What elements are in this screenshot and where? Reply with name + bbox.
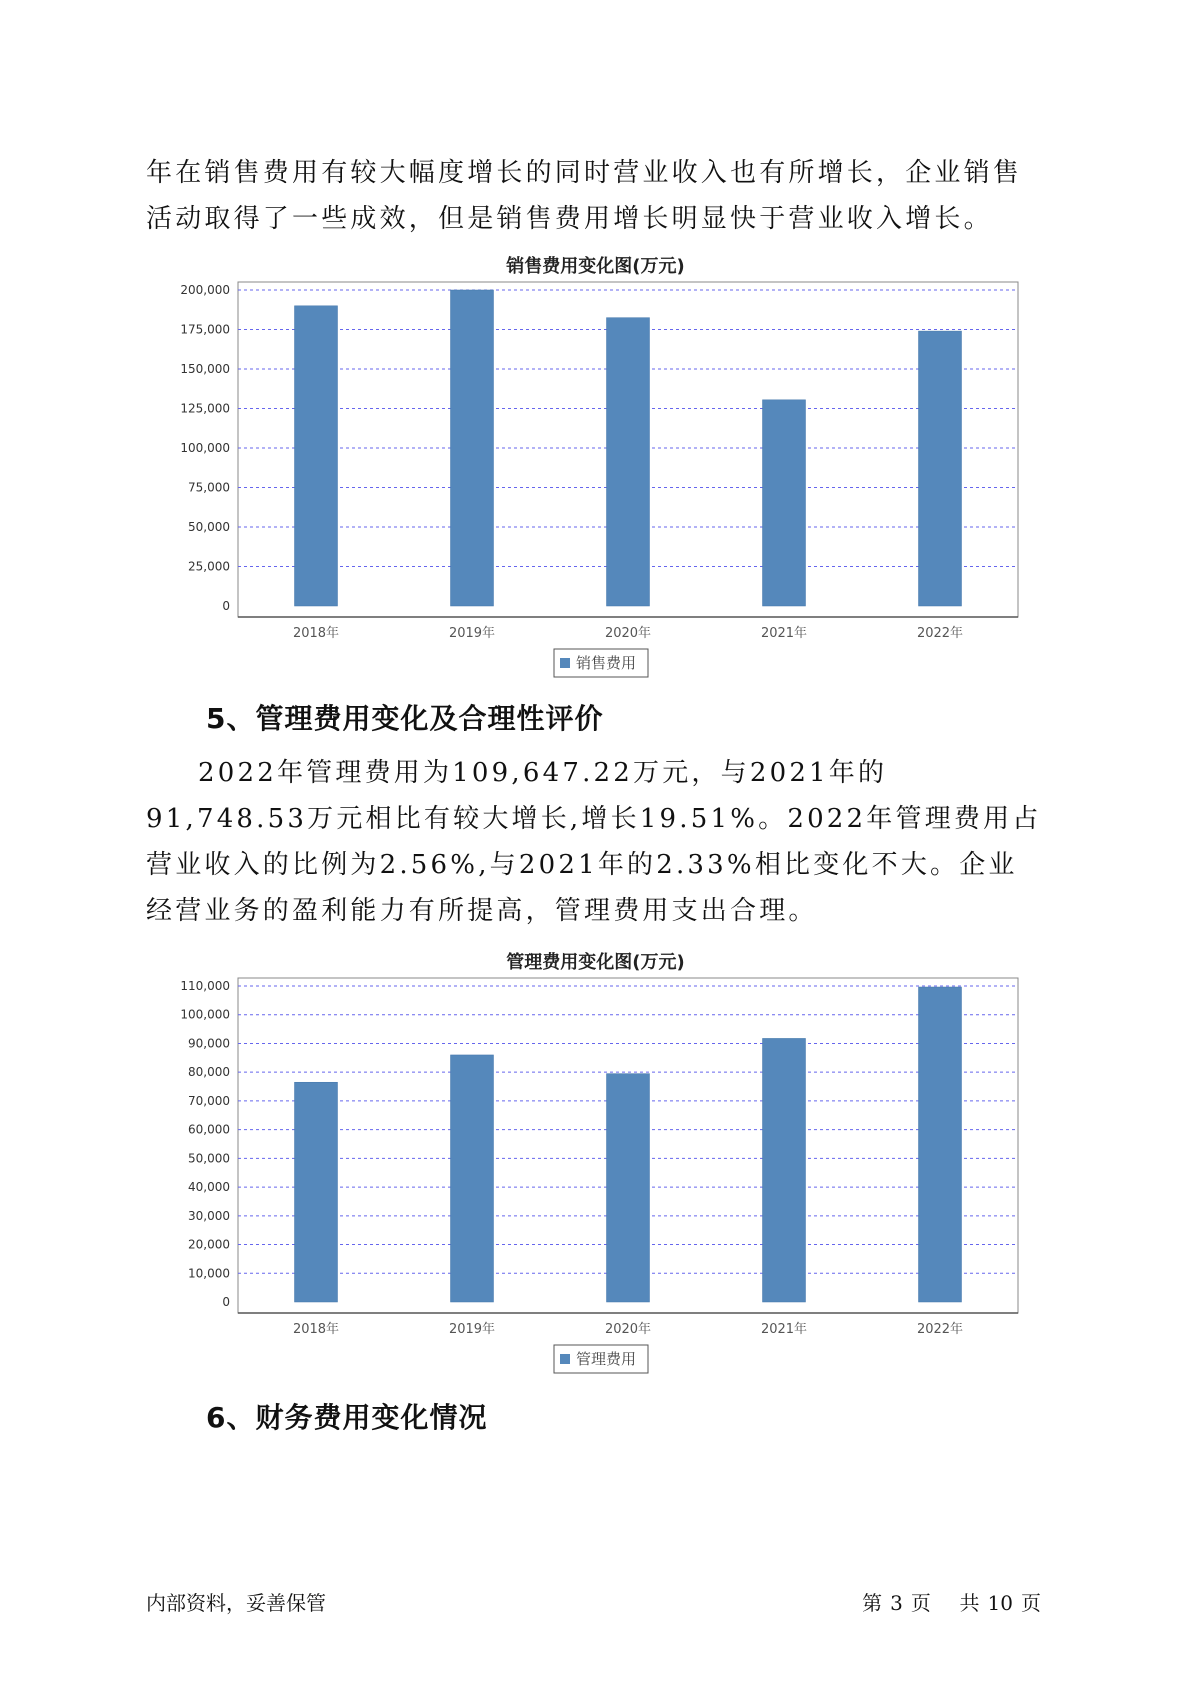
bar xyxy=(919,331,962,606)
sales-expense-chart xyxy=(0,280,1191,680)
section-6-heading: 6、财务费用变化情况 xyxy=(206,1401,488,1434)
bar xyxy=(295,306,338,606)
footer-confidential-note: 内部资料，妥善保管 xyxy=(146,1591,326,1615)
y-tick-label: 60,000 xyxy=(188,1122,230,1137)
y-tick-label: 150,000 xyxy=(180,362,230,376)
x-tick-label: 2019年 xyxy=(448,1322,496,1337)
y-tick-label: 20,000 xyxy=(188,1237,230,1252)
bar xyxy=(607,318,650,606)
legend-swatch xyxy=(560,1354,570,1364)
y-tick-label: 0 xyxy=(222,599,230,613)
x-tick-label: 2018年 xyxy=(292,626,340,641)
x-tick-label: 2021年 xyxy=(760,1322,808,1337)
y-tick-label: 40,000 xyxy=(188,1180,230,1195)
legend xyxy=(554,1345,648,1373)
x-tick-label: 2022年 xyxy=(916,626,964,641)
total-num: 10 xyxy=(987,1591,1013,1615)
chart-title-admin: 管理费用变化图(万元) xyxy=(506,952,685,973)
page-prefix: 第 xyxy=(862,1591,883,1615)
y-tick-label: 30,000 xyxy=(188,1208,230,1223)
page-word: 页 xyxy=(910,1591,931,1615)
bar xyxy=(607,1074,650,1302)
legend-label: 销售费用 xyxy=(576,654,637,672)
y-tick-label: 125,000 xyxy=(180,401,230,416)
footer-page-number xyxy=(858,1587,1045,1616)
section-5-heading: 5、管理费用变化及合理性评价 xyxy=(206,702,604,735)
y-tick-label: 10,000 xyxy=(188,1266,230,1281)
y-tick-label: 25,000 xyxy=(188,559,230,574)
bar xyxy=(451,1055,494,1302)
x-tick-label: 2022年 xyxy=(916,1322,964,1337)
page-num: 3 xyxy=(890,1591,903,1615)
admin-expense-chart xyxy=(0,976,1191,1376)
y-tick-label: 75,000 xyxy=(188,480,230,495)
legend-label: 管理费用 xyxy=(576,1350,637,1368)
x-tick-label: 2019年 xyxy=(448,626,496,641)
y-tick-label: 200,000 xyxy=(180,283,230,297)
chart-title-sales: 销售费用变化图(万元) xyxy=(506,256,685,277)
y-tick-label: 70,000 xyxy=(188,1093,230,1108)
legend-swatch xyxy=(560,658,570,668)
total-prefix: 共 xyxy=(959,1591,980,1615)
section-5-paragraph: 2022年管理费用为109,647.22万元，与2021年的91,748.53万元相比有较大增长,增长19.51%。2022年管理费用占营业收入的比例为2.56%,与2021年的2.33%相比变化不大。企业经营业务的盈利能力有所提高，管理费用支出合理。 xyxy=(146,758,1042,926)
y-tick-label: 50,000 xyxy=(188,1151,230,1166)
x-tick-label: 2021年 xyxy=(760,626,808,641)
y-tick-label: 100,000 xyxy=(180,441,230,455)
x-tick-label: 2018年 xyxy=(292,1322,340,1337)
y-tick-label: 175,000 xyxy=(180,322,230,337)
y-tick-label: 110,000 xyxy=(180,979,230,993)
bar xyxy=(763,400,806,606)
y-tick-label: 100,000 xyxy=(180,1007,230,1022)
y-tick-label: 0 xyxy=(222,1295,230,1309)
total-word: 页 xyxy=(1021,1591,1041,1615)
x-tick-label: 2020年 xyxy=(604,1322,652,1337)
bar xyxy=(763,1038,806,1302)
y-tick-label: 90,000 xyxy=(188,1036,230,1051)
bar xyxy=(451,290,494,606)
y-tick-label: 50,000 xyxy=(188,520,230,534)
intro-paragraph: 年在销售费用有较大幅度增长的同时营业收入也有所增长，企业销售活动取得了一些成效，但是销售费用增长明显快于营业收入增长。 xyxy=(146,158,1023,234)
y-tick-label: 80,000 xyxy=(188,1065,230,1080)
bar xyxy=(919,987,962,1302)
bar xyxy=(295,1082,338,1302)
legend xyxy=(554,649,648,677)
x-tick-label: 2020年 xyxy=(604,626,652,641)
